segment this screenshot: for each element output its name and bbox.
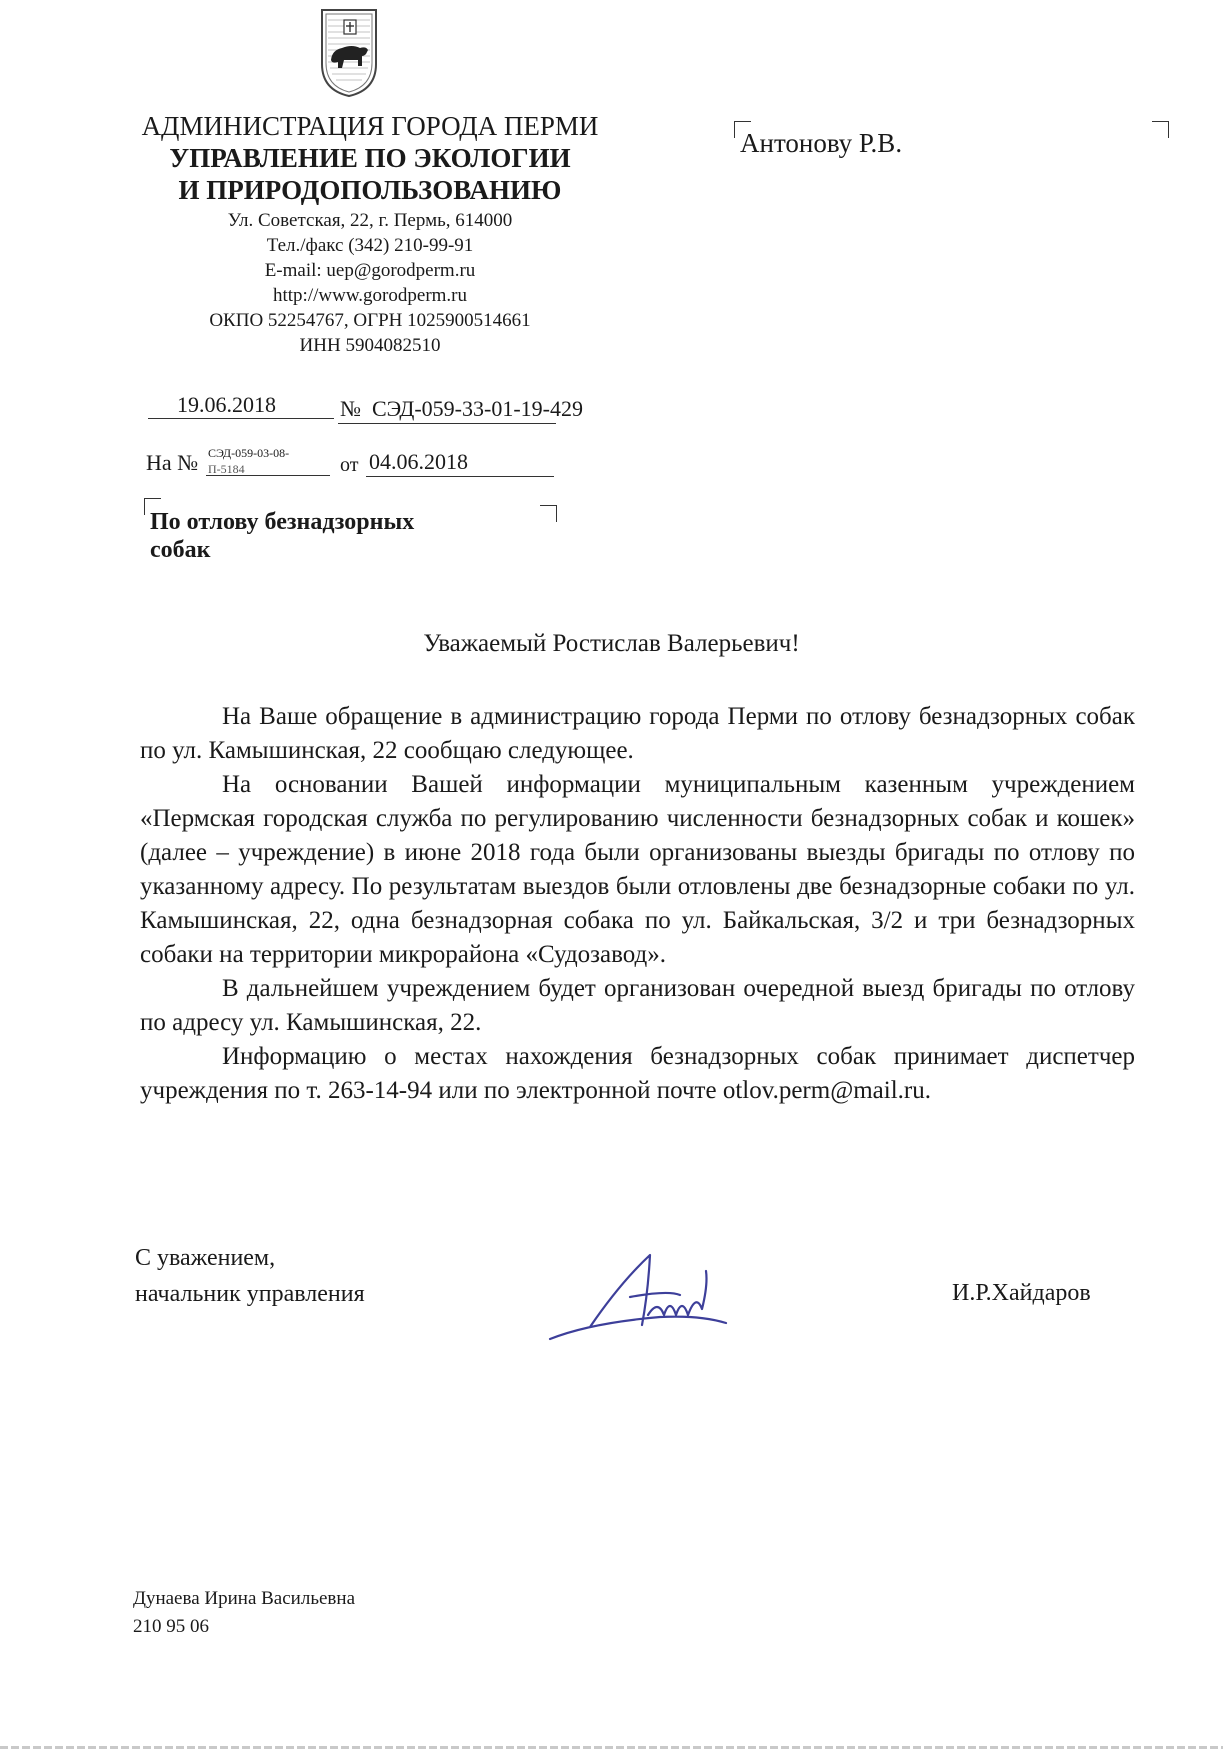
org-email: E-mail: uep@gorodperm.ru — [264, 260, 476, 281]
org-website: http://www.gorodperm.ru — [272, 285, 468, 306]
subject — [150, 508, 550, 564]
reference-underline — [206, 455, 330, 476]
executor-name: Дунаева Ирина Васильевна — [133, 1588, 355, 1609]
reference-number-line-1: СЭД-059-03-08- — [208, 446, 290, 460]
org-line-1: АДМИНИСТРАЦИЯ ГОРОДА ПЕРМИ — [141, 111, 599, 141]
addressee: Антонову Р.В. — [740, 128, 903, 158]
reference-number-line-2: П-5184 — [208, 462, 245, 476]
subject-line-2: собак — [150, 537, 211, 563]
letter-body — [140, 700, 1135, 1108]
reference-prefix: На № — [146, 450, 199, 475]
body-paragraph-4: Информацию о местах нахождения безнадзорных собак принимает диспетчер учреждения по т. 263-14-94 или по электронной почте otlov.perm@mail.ru. — [140, 1043, 1135, 1104]
organization-contacts — [100, 208, 640, 358]
org-line-2: УПРАВЛЕНИЕ ПО ЭКОЛОГИИ — [169, 143, 571, 173]
org-phone: Тел./факс (342) 210-99-91 — [266, 235, 474, 256]
org-inn: ИНН 5904082510 — [299, 335, 441, 356]
reference-from: от — [340, 454, 359, 476]
date-underline — [148, 390, 334, 419]
number-sign: № — [340, 396, 361, 421]
subject-line-1: По отлову безнадзорных — [150, 509, 415, 535]
closing-line-2: начальник управления — [135, 1281, 365, 1307]
executor-info — [133, 1585, 355, 1641]
signature-icon — [530, 1235, 760, 1355]
reference-date-underline — [366, 452, 554, 477]
organization-header — [100, 110, 640, 206]
closing — [135, 1240, 365, 1312]
addressee-corner-right — [1152, 121, 1169, 138]
greeting: Уважаемый Ростислав Валерьевич! — [423, 630, 800, 657]
org-okpo: ОКПО 52254767, ОГРН 1025900514661 — [209, 310, 531, 331]
number-underline — [338, 396, 556, 424]
signer-name: И.Р.Хайдаров — [952, 1280, 1091, 1306]
closing-line-1: С уважением, — [135, 1245, 276, 1271]
body-paragraph-1: На Ваше обращение в администрацию города Перми по отлову безнадзорных собак по ул. Камышинская, 22 сообщаю следующее. — [140, 703, 1135, 764]
coat-of-arms-icon — [318, 6, 380, 98]
body-paragraph-3: В дальнейшем учреждением будет организован очередной выезд бригады по отлову по адресу ул. Камышинская, 22. — [140, 975, 1135, 1036]
registration-number: СЭД-059-33-01-19-429 — [372, 396, 583, 421]
org-address: Ул. Советская, 22, г. Пермь, 614000 — [227, 210, 513, 231]
registration-date: 19.06.2018 — [177, 392, 276, 417]
org-line-3: И ПРИРОДОПОЛЬЗОВАНИЮ — [178, 175, 562, 205]
reference-date: 04.06.2018 — [369, 449, 468, 474]
executor-phone: 210 95 06 — [133, 1616, 209, 1637]
body-paragraph-2: На основании Вашей информации муниципальным казенным учреждением «Пермская городская служба по регулированию численности безнадзорных собак и кошек» (далее – учреждение) в июне 2018 года были организованы выезды бригады по отлову по указанному адресу. По результатам выездов были отловлены две безнадзорные собаки по ул. Камышинская, 22, одна безнадзорная собака по ул. Байкальская, 3/2 и три безнадзорных собаки на территории микрорайона «Судозавод». — [140, 771, 1135, 968]
scan-edge — [0, 1746, 1223, 1749]
